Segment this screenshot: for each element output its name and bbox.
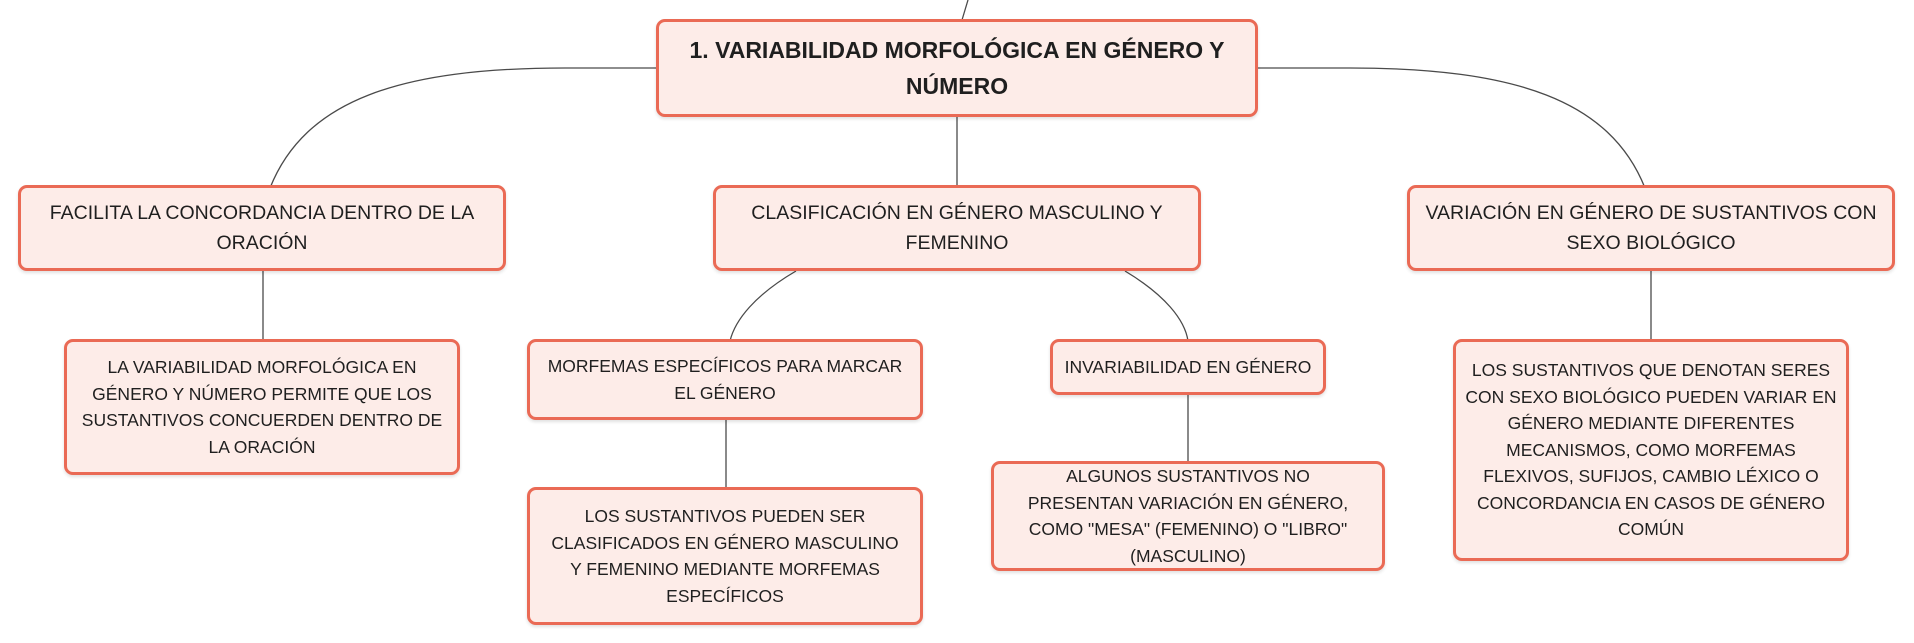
branch-concordancia[interactable] (18, 185, 506, 271)
branch-clasificacion[interactable] (713, 185, 1201, 271)
leaf-variacion-sexo-detalle[interactable] (1453, 339, 1849, 561)
root-topic[interactable] (656, 19, 1258, 117)
leaf-invariabilidad-detalle[interactable] (991, 461, 1385, 571)
branch-variacion-sexo[interactable] (1407, 185, 1895, 271)
connector-branch-2-to-sub-2 (1125, 271, 1188, 341)
connector-root-to-branch-3 (1256, 68, 1645, 188)
connector-parent-offscreen (962, 0, 968, 20)
sub-invariabilidad[interactable] (1050, 339, 1326, 395)
leaf-morfemas-detalle[interactable] (527, 487, 923, 625)
leaf-variacion-sexo-detalle-label: LOS SUSTANTIVOS QUE DENOTAN SERES CON SEXO BIOLÓGICO PUEDEN VARIAR EN GÉNERO MEDIANTE DIFERENTES MECANISMOS, COMO MORFEMAS FLEXIVOS, SUFIJOS, CAMBIO LÉXICO O CONCORDANCIA EN CASOS DE GÉNERO COMÚN (1465, 360, 1837, 540)
branch-clasificacion-label: CLASIFICACIÓN EN GÉNERO MASCULINO Y FEMENINO (751, 202, 1163, 254)
leaf-morfemas-detalle-label: LOS SUSTANTIVOS PUEDEN SER CLASIFICADOS EN GÉNERO MASCULINO Y FEMENINO MEDIANTE MORFEMAS ESPECÍFICOS (551, 506, 899, 606)
branch-variacion-sexo-label: VARIACIÓN EN GÉNERO DE SUSTANTIVOS CON SEXO BIOLÓGICO (1425, 202, 1877, 254)
leaf-concordancia-detalle-label: LA VARIABILIDAD MORFOLÓGICA EN GÉNERO Y NÚMERO PERMITE QUE LOS SUSTANTIVOS CONCUERDEN DENTRO DE LA ORACIÓN (81, 357, 443, 457)
connector-root-to-branch-1 (270, 68, 658, 188)
connector-branch-2-to-sub-1 (730, 271, 796, 341)
branch-concordancia-label: FACILITA LA CONCORDANCIA DENTRO DE LA ORACIÓN (49, 202, 475, 254)
root-topic-label: 1. VARIABILIDAD MORFOLÓGICA EN GÉNERO Y NÚMERO (689, 37, 1225, 99)
leaf-concordancia-detalle[interactable] (64, 339, 460, 475)
leaf-invariabilidad-detalle-label: ALGUNOS SUSTANTIVOS NO PRESENTAN VARIACIÓN EN GÉNERO, COMO "MESA" (FEMENINO) O "LIBRO" (MASCULINO) (1027, 466, 1349, 566)
sub-morfemas-especificos-label: MORFEMAS ESPECÍFICOS PARA MARCAR EL GÉNERO (547, 356, 903, 403)
sub-invariabilidad-label: INVARIABILIDAD EN GÉNERO (1064, 356, 1312, 377)
sub-morfemas-especificos[interactable] (527, 339, 923, 420)
